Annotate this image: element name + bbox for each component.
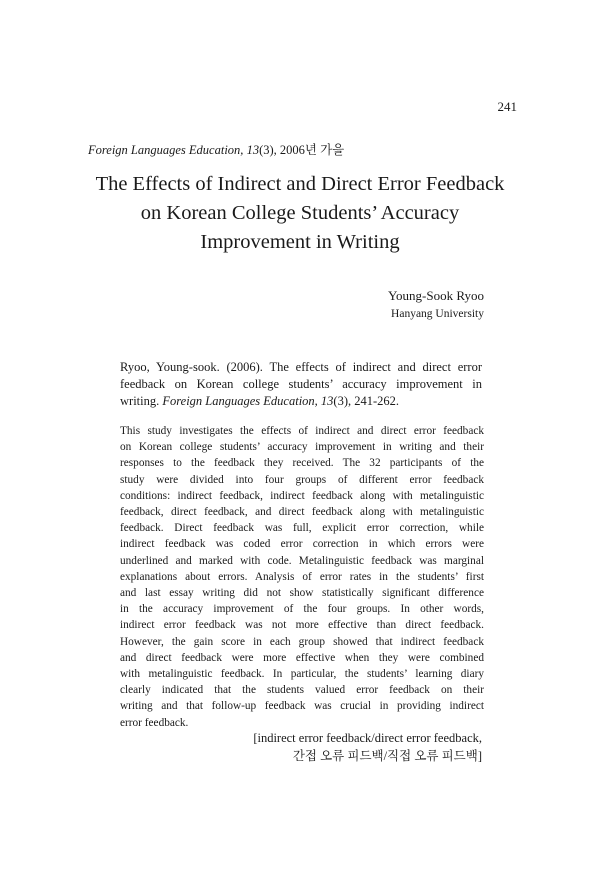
journal-issue-year: (3), 2006년 가을 [259,143,345,157]
journal-volume: 13 [246,143,260,157]
citation-line: Ryoo, Young-sook. (2006). The effects of indirect and direct error [120,360,482,374]
citation-line [120,393,482,410]
abstract-line: indirect error feedback was not more effective than direct feedback. [120,619,484,632]
journal-header [88,140,344,158]
abstract-line: responses to the feedback they received. The 32 participants of the [120,457,484,470]
abstract-line: indirect feedback was coded error correction in which errors were [120,538,484,551]
keywords [253,729,482,765]
abstract-line: conditions: indirect feedback, indirect feedback along with metalinguistic [120,489,484,502]
paper-title [60,170,540,257]
citation-text: writing. [120,394,163,408]
abstract-line: with metalinguistic feedback. In particular, the students’ learning diary [120,668,484,681]
abstract-line: underlined and marked with code. Metalinguistic feedback was marginal [120,554,484,567]
abstract-line: and last essay writing did not show statistically significant difference [120,587,484,600]
abstract-line: writing and that follow-up feedback was crucial in providing indirect [120,700,484,713]
abstract-line: on Korean college students’ accuracy improvement in writing and their [120,441,484,454]
citation [120,359,482,410]
citation-pages: (3), 241-262. [333,394,400,408]
abstract-line: This study investigates the effects of indirect and direct error feedback [120,425,484,437]
abstract-line: study were divided into four groups of different error feedback [120,473,484,486]
abstract-line: However, the gain score in each group showed that indirect feedback [120,635,484,648]
abstract-line: explanations about errors. Analysis of error rates in the students’ first [120,570,484,583]
keywords-line: 간접 오류 피드백/직접 오류 피드백] [292,749,482,763]
abstract-line: clearly indicated that the students valued error feedback on their [120,684,484,697]
citation-journal: Foreign Languages Education, 13 [162,394,334,408]
citation-line: feedback on Korean college students’ accuracy improvement in [120,377,482,391]
title-line: Improvement in Writing [200,231,400,253]
abstract-line: feedback. Direct feedback was full, explicit error correction, while [120,522,484,535]
abstract [120,423,484,731]
page-number: 241 [497,99,517,114]
abstract-line: error feedback. [120,716,189,729]
author-affiliation: Hanyang University [391,308,484,320]
abstract-line: and direct feedback were more effective when they were combined [120,651,484,664]
journal-name: Foreign Languages Education, [88,143,244,157]
title-line: on Korean College Students’ Accuracy [140,202,460,224]
title-line: The Effects of Indirect and Direct Error Feedback [95,173,505,195]
keywords-line: [indirect error feedback/direct error feedback, [253,731,482,745]
abstract-line: feedback, direct feedback, and direct feedback along with metalinguistic [120,506,484,519]
author-name: Young-Sook Ryoo [387,288,484,303]
abstract-line: in the accuracy improvement of the four groups. In other words, [120,603,484,616]
